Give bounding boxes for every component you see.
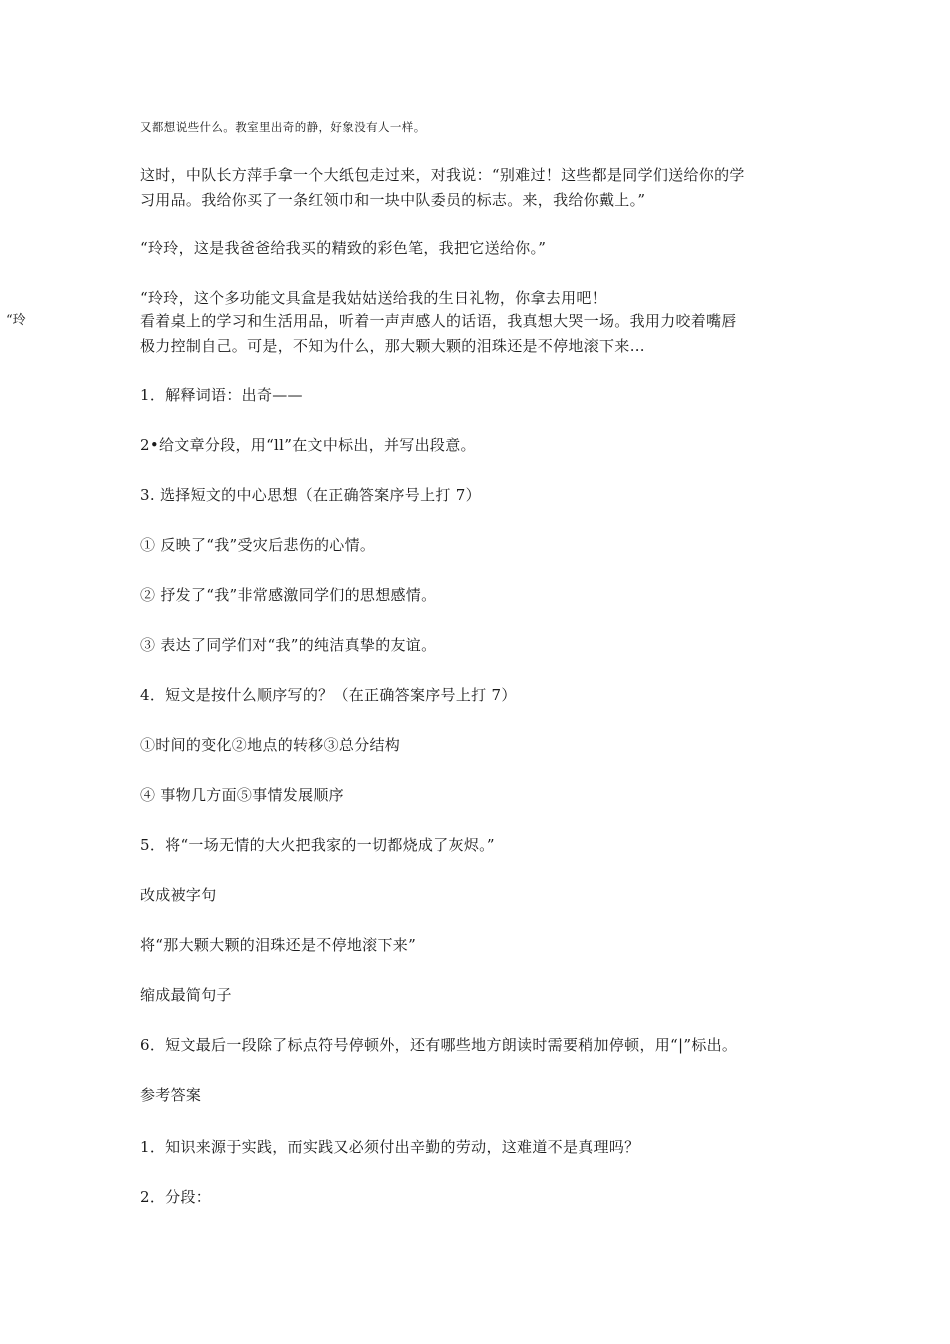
question-line: 改成被字句 <box>140 886 217 904</box>
answer-line: 1．知识来源于实践，而实践又必须付出辛勤的劳动，这难道不是真理吗？ <box>140 1138 640 1156</box>
option-line: ④ 事物几方面⑤事情发展顺序 <box>140 786 344 804</box>
question-line: 4．短文是按什么顺序写的？（在正确答案序号上打 7） <box>140 686 517 704</box>
paragraph-line: 极力控制自己。可是，不知为什么，那大颗大颗的泪珠还是不停地滚下来… <box>140 337 645 355</box>
paragraph-line: 看着桌上的学习和生活用品，听着一声声感人的话语，我真想大哭一场。我用力咬着嘴唇 <box>140 312 737 330</box>
option-line: ② 抒发了“我”非常感激同学们的思想感情。 <box>140 586 437 604</box>
option-line: ③ 表达了同学们对“我”的纯洁真挚的友谊。 <box>140 636 437 654</box>
paragraph-line: 又都想说些什么。教室里出奇的静，好象没有人一样。 <box>140 120 426 134</box>
question-line: 将“那大颗大颗的泪珠还是不停地滚下来” <box>140 936 417 954</box>
question-line: 1．解释词语：出奇—— <box>140 386 303 404</box>
option-line: ① 反映了“我”受灾后悲伤的心情。 <box>140 536 376 554</box>
margin-fragment: “玲 <box>6 313 26 328</box>
paragraph-line: 这时，中队长方萍手拿一个大纸包走过来，对我说：“别难过！这些都是同学们送给你的学 <box>140 166 745 184</box>
paragraph-line: 习用品。我给你买了一条红领巾和一块中队委员的标志。来，我给你戴上。” <box>140 191 646 209</box>
section-heading: 参考答案 <box>140 1086 202 1104</box>
option-line: ①时间的变化②地点的转移③总分结构 <box>140 736 401 754</box>
question-line: 6．短文最后一段除了标点符号停顿外，还有哪些地方朗读时需要稍加停顿，用“|”标出。 <box>140 1036 738 1054</box>
question-line: 5．将“一场无情的大火把我家的一切都烧成了灰烬。” <box>140 836 495 854</box>
question-line: 3. 选择短文的中心思想（在正确答案序号上打 7） <box>140 486 481 504</box>
paragraph-line: “玲玲，这是我爸爸给我买的精致的彩色笔，我把它送给你。” <box>140 239 547 257</box>
question-line: 2•给文章分段，用“ll”在文中标出，并写出段意。 <box>140 436 476 454</box>
question-line: 缩成最简句子 <box>140 986 232 1004</box>
answer-line: 2．分段： <box>140 1188 212 1206</box>
paragraph-line: “玲玲，这个多功能文具盒是我姑姑送给我的生日礼物，你拿去用吧！ <box>140 289 607 307</box>
